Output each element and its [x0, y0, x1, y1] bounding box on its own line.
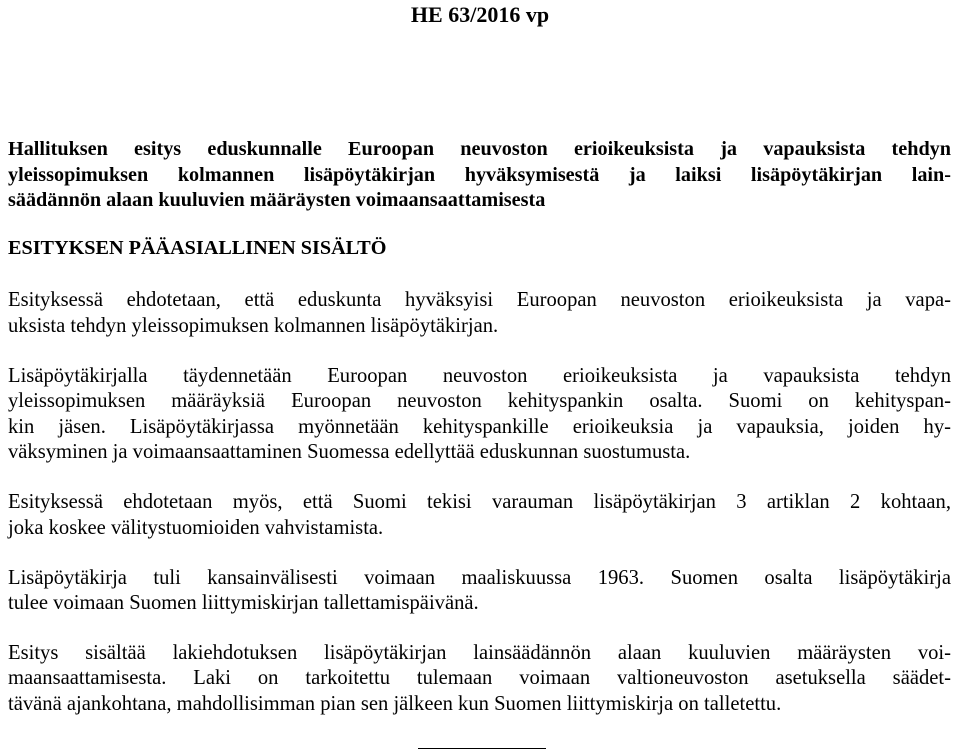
paragraph-line: kin jäsen. Lisäpöytäkirjassa myönnetään kehityspankille erioikeuksia ja vapauksia, joiden hy-	[8, 416, 951, 438]
paragraph-line: tävänä ajankohtana, mahdollisimman pian sen jälkeen kun Suomen liittymiskirja on talletettu.	[8, 693, 782, 715]
paragraph-line: joka koskee välitystuomioiden vahvistamista.	[8, 517, 384, 539]
paragraph-line: Esityksessä ehdotetaan, että eduskunta hyväksyisi Euroopan neuvoston erioikeuksista ja vapa-	[8, 289, 951, 311]
paragraph-line: Esitys sisältää lakiehdotuksen lisäpöytäkirjan lainsäädännön alaan kuuluvien määräysten voi-	[8, 642, 951, 664]
section-heading: ESITYKSEN PÄÄASIALLINEN SISÄLTÖ	[8, 237, 387, 259]
paragraph-line: Esityksessä ehdotetaan myös, että Suomi tekisi varauman lisäpöytäkirjan 3 artiklan 2 kohtaan,	[8, 491, 951, 513]
title-line: yleissopimuksen kolmannen lisäpöytäkirjan hyväksymisestä ja laiksi lisäpöytäkirjan lain-	[8, 164, 951, 186]
paragraph-line: uksista tehdyn yleissopimuksen kolmannen lisäpöytäkirjan.	[8, 315, 499, 337]
paragraph-line: Lisäpöytäkirjalla täydennetään Euroopan neuvoston erioikeuksista ja vapauksista tehdyn	[8, 365, 951, 387]
title-line: säädännön alaan kuuluvien määräysten voimaansaattamisesta	[8, 189, 546, 211]
paragraph-line: maansaattamisesta. Laki on tarkoitettu tulemaan voimaan valtioneuvoston asetuksella säädet-	[8, 667, 951, 689]
end-rule	[418, 748, 546, 749]
paragraph-line: Lisäpöytäkirja tuli kansainvälisesti voimaan maaliskuussa 1963. Suomen osalta lisäpöytäkirja	[8, 567, 951, 589]
document-id: HE 63/2016 vp	[410, 2, 550, 27]
paragraph-line: yleissopimuksen määräyksiä Euroopan neuvoston kehityspankin osalta. Suomi on kehityspan-	[8, 390, 951, 412]
paragraph-line: väksyminen ja voimaansaattaminen Suomessa edellyttää eduskunnan suostumusta.	[8, 441, 691, 463]
title-line: Hallituksen esitys eduskunnalle Euroopan neuvoston erioikeuksista ja vapauksista tehdyn	[8, 138, 951, 160]
paragraph-line: tulee voimaan Suomen liittymiskirjan tallettamispäivänä.	[8, 592, 479, 614]
